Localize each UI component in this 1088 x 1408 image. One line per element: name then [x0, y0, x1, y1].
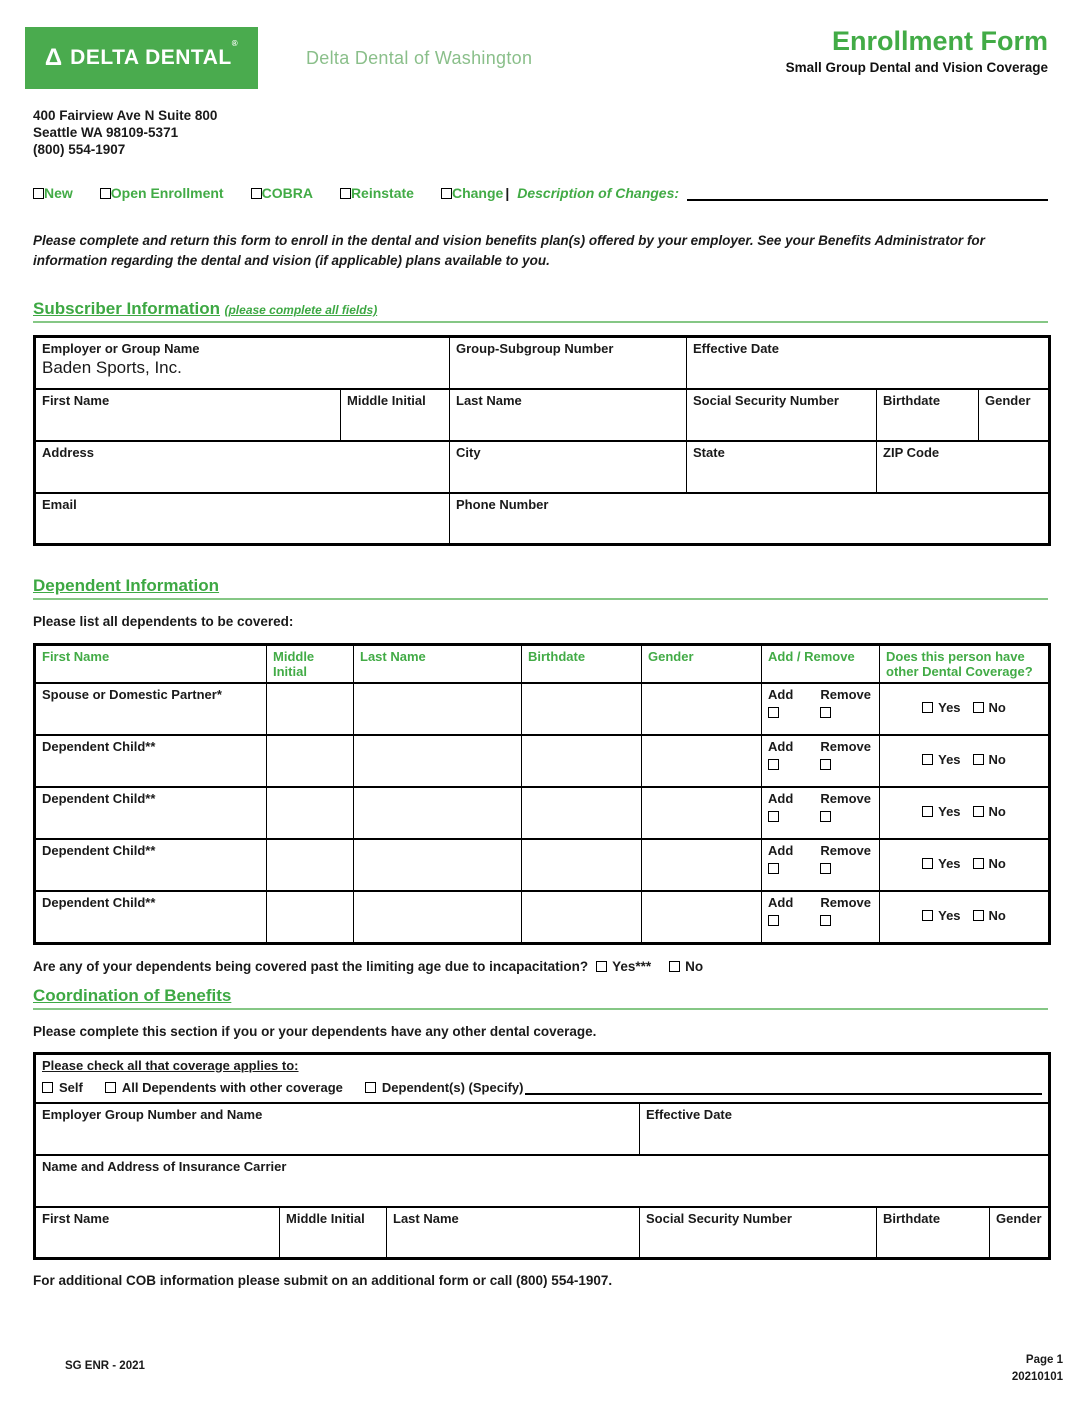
dep-gender-field[interactable] [642, 735, 762, 787]
form-title: Enrollment Form [831, 26, 1048, 56]
dep-gender-field[interactable] [642, 787, 762, 839]
state-field[interactable] [687, 441, 877, 493]
dep-add-remove-cell [762, 787, 880, 839]
remove-label: Remove [820, 791, 871, 806]
cob-employer-group-label: Employer Group Number and Name [42, 1106, 263, 1122]
yes-label: Yes [938, 908, 961, 923]
middle-initial-label: Middle Initial [347, 392, 426, 408]
cob-birthdate-field[interactable] [877, 1207, 990, 1259]
dependent-section-heading [33, 576, 1048, 600]
option-change [441, 185, 503, 201]
dep-other-coverage-cell [880, 735, 1050, 787]
limiting-age-text: Are any of your dependents being covered past the limiting age due to incapacitation? [33, 958, 589, 974]
registered-mark: ® [231, 39, 239, 48]
reinstate-label: Reinstate [350, 185, 414, 201]
effective-date-field[interactable] [687, 337, 1050, 389]
subscriber-row-name [35, 389, 1050, 441]
address-line-1: 400 Fairview Ave N Suite 800 [33, 108, 218, 123]
description-of-changes-field[interactable] [687, 187, 1048, 201]
dep-birthdate-field[interactable] [522, 787, 642, 839]
cob-middle-initial-label: Middle Initial [286, 1210, 365, 1226]
dep-col-add-remove: Add / Remove [762, 645, 880, 684]
intro-paragraph: Please complete and return this form to enroll in the dental and vision benefits plan(s) offered by your employer. See your Benefits Administrator for information regarding the dental and vision (if applicable) plans available to you. [33, 233, 985, 268]
last-name-field[interactable] [450, 389, 687, 441]
remove-label: Remove [820, 739, 871, 754]
cob-option-self [42, 1080, 83, 1095]
description-of-changes-label: Description of Changes: [517, 185, 680, 201]
new-label: New [44, 185, 73, 201]
cob-heading-text: Coordination of Benefits [33, 985, 232, 1005]
subscriber-heading-note: (please complete all fields) [224, 303, 378, 317]
dep-gender-field[interactable] [642, 891, 762, 943]
option-cobra [251, 185, 313, 201]
subscriber-row-contact [35, 493, 1050, 545]
dep-other-coverage-cell [880, 683, 1050, 735]
effective-date-label: Effective Date [693, 341, 779, 356]
add-label: Add [768, 687, 794, 702]
coverage-yes-checkbox[interactable] [922, 858, 933, 869]
cobra-label: COBRA [261, 185, 313, 201]
coverage-no-checkbox[interactable] [973, 806, 984, 817]
cob-last-name-label: Last Name [393, 1210, 459, 1226]
self-label: Self [59, 1079, 83, 1095]
remove-checkbox[interactable] [820, 915, 831, 926]
change-checkbox[interactable] [441, 188, 452, 199]
page-info [1012, 1352, 1063, 1386]
dep-middle-initial-field[interactable] [267, 787, 354, 839]
no-label: No [988, 700, 1006, 715]
form-subtitle: Small Group Dental and Vision Coverage [785, 59, 1048, 75]
dependents-specify-field[interactable] [525, 1081, 1042, 1095]
ssn-field[interactable] [687, 389, 877, 441]
cob-section-heading [33, 986, 1048, 1010]
dep-relation-label: Dependent Child** [35, 891, 267, 943]
subscriber-table [33, 335, 1051, 546]
no-label: No [988, 856, 1006, 871]
dep-gender-field[interactable] [642, 683, 762, 735]
address-field[interactable] [35, 441, 450, 493]
no-label: No [988, 908, 1006, 923]
add-label: Add [768, 791, 794, 806]
limiting-yes-checkbox[interactable] [596, 961, 607, 972]
cob-name-row [35, 1207, 1050, 1259]
phone-field[interactable] [450, 493, 1050, 545]
coverage-no-checkbox[interactable] [973, 858, 984, 869]
limiting-age-question [33, 959, 1048, 974]
dep-middle-initial-field[interactable] [267, 735, 354, 787]
middle-initial-field[interactable] [341, 389, 450, 441]
cob-carrier-field[interactable] [35, 1155, 1050, 1207]
all-dependents-label: All Dependents with other coverage [121, 1079, 343, 1095]
dependent-instruction: Please list all dependents to be covered: [33, 614, 294, 629]
gender-field[interactable] [979, 389, 1050, 441]
dep-relation-label: Dependent Child** [35, 787, 267, 839]
cob-table [33, 1052, 1051, 1261]
delta-dental-logo [25, 27, 258, 89]
date-code: 20210101 [1011, 1371, 1063, 1383]
cob-employer-row [35, 1103, 1050, 1155]
coverage-no-checkbox[interactable] [973, 702, 984, 713]
cob-gender-label: Gender [996, 1210, 1042, 1226]
last-name-label: Last Name [456, 392, 522, 408]
form-code: SG ENR - 2021 [65, 1360, 145, 1372]
add-checkbox[interactable] [768, 863, 779, 874]
cob-option-specify [365, 1080, 524, 1095]
self-checkbox[interactable] [42, 1082, 53, 1093]
limiting-yes-label: Yes*** [612, 958, 652, 974]
zip-field[interactable] [877, 441, 1050, 493]
first-name-field[interactable] [35, 389, 341, 441]
dep-col-last-name: Last Name [354, 645, 522, 684]
no-label: No [988, 752, 1006, 767]
new-checkbox[interactable] [33, 188, 44, 199]
dep-col-birthdate: Birthdate [522, 645, 642, 684]
description-of-changes [503, 185, 1048, 201]
dep-relation-label: Dependent Child** [35, 735, 267, 787]
dependent-heading-text: Dependent Information [33, 576, 220, 595]
org-name: Delta Dental of Washington [306, 47, 533, 68]
add-label: Add [768, 739, 794, 754]
cob-check-all-cell [35, 1053, 1050, 1103]
dep-col-other-coverage: Does this person have other Dental Coverage? [880, 645, 1050, 684]
pipe-divider: | [505, 185, 510, 201]
address-line-3: (800) 554-1907 [33, 142, 126, 157]
limiting-no-label: No [685, 958, 704, 974]
cob-ssn-label: Social Security Number [646, 1210, 792, 1226]
email-label: Email [42, 496, 77, 512]
company-address [33, 107, 1048, 158]
dep-gender-field[interactable] [642, 839, 762, 891]
subscriber-section-heading [33, 299, 1048, 323]
dep-col-middle-initial: Middle Initial [267, 645, 354, 684]
subscriber-heading-text: Subscriber Information [33, 299, 221, 318]
dep-last-name-field[interactable] [354, 839, 522, 891]
open-enrollment-checkbox[interactable] [100, 188, 111, 199]
title-block [786, 27, 1048, 75]
page-number: Page 1 [1025, 1354, 1063, 1366]
reinstate-checkbox[interactable] [340, 188, 351, 199]
dependent-row-spouse [35, 683, 1050, 735]
cob-check-all-row [35, 1053, 1050, 1103]
cobra-checkbox[interactable] [251, 188, 262, 199]
dependents-specify-checkbox[interactable] [365, 1082, 376, 1093]
dep-birthdate-field[interactable] [522, 735, 642, 787]
first-name-label: First Name [42, 392, 110, 408]
address-line-2: Seattle WA 98109-5371 [33, 125, 179, 140]
email-field[interactable] [35, 493, 450, 545]
cob-option-all-dependents [105, 1080, 343, 1095]
remove-checkbox[interactable] [820, 759, 831, 770]
dep-middle-initial-field[interactable] [267, 891, 354, 943]
option-new [33, 185, 73, 201]
group-subgroup-field[interactable] [450, 337, 687, 389]
phone-label: Phone Number [456, 496, 549, 512]
city-label: City [456, 444, 481, 460]
remove-label: Remove [820, 895, 871, 910]
cob-additional-note: For additional COB information please submit on an additional form or call (800) 554-1907. [33, 1273, 613, 1288]
cob-ssn-field[interactable] [640, 1207, 877, 1259]
add-checkbox[interactable] [768, 707, 779, 718]
cob-gender-field[interactable] [990, 1207, 1050, 1259]
yes-label: Yes [938, 700, 961, 715]
dependent-row-child-3 [35, 839, 1050, 891]
remove-label: Remove [820, 843, 871, 858]
dependent-row-child-1 [35, 735, 1050, 787]
subscriber-row-address [35, 441, 1050, 493]
address-label: Address [42, 444, 95, 460]
gender-label: Gender [985, 392, 1031, 408]
dep-last-name-field[interactable] [354, 735, 522, 787]
dependent-row-child-4 [35, 891, 1050, 943]
add-checkbox[interactable] [768, 759, 779, 770]
cob-check-all-label: Please check all that coverage applies to: [42, 1057, 299, 1073]
open-enrollment-label: Open Enrollment [110, 185, 224, 201]
dep-birthdate-field[interactable] [522, 891, 642, 943]
dep-middle-initial-field[interactable] [267, 839, 354, 891]
city-field[interactable] [450, 441, 687, 493]
yes-label: Yes [938, 804, 961, 819]
ssn-label: Social Security Number [693, 392, 839, 408]
header [33, 27, 1048, 89]
cob-instruction: Please complete this section if you or your dependents have any other dental coverage. [33, 1023, 597, 1039]
remove-checkbox[interactable] [820, 863, 831, 874]
dep-relation-label: Dependent Child** [35, 839, 267, 891]
employer-name-field[interactable] [35, 337, 450, 389]
coverage-no-checkbox[interactable] [973, 754, 984, 765]
dependent-row-child-2 [35, 787, 1050, 839]
state-label: State [693, 444, 725, 460]
coverage-no-checkbox[interactable] [973, 910, 984, 921]
employer-name-label: Employer or Group Name [42, 341, 200, 356]
dep-col-first-name: First Name [35, 645, 267, 684]
dependents-specify-label: Dependent(s) (Specify) [381, 1079, 524, 1095]
zip-label: ZIP Code [883, 444, 940, 460]
enrollment-type-row [33, 185, 1048, 201]
yes-label: Yes [938, 856, 961, 871]
coverage-yes-checkbox[interactable] [922, 806, 933, 817]
cob-carrier-label: Name and Address of Insurance Carrier [42, 1158, 287, 1174]
dep-birthdate-field[interactable] [522, 839, 642, 891]
dep-add-remove-cell [762, 891, 880, 943]
add-label: Add [768, 843, 794, 858]
option-reinstate [340, 185, 414, 201]
option-open-enrollment [100, 185, 224, 201]
dep-other-coverage-cell [880, 787, 1050, 839]
limiting-no-checkbox[interactable] [669, 961, 680, 972]
dep-middle-initial-field[interactable] [267, 683, 354, 735]
change-label: Change [451, 185, 504, 201]
remove-label: Remove [820, 687, 871, 702]
dep-birthdate-field[interactable] [522, 683, 642, 735]
dep-last-name-field[interactable] [354, 891, 522, 943]
no-label: No [988, 804, 1006, 819]
coverage-yes-checkbox[interactable] [922, 910, 933, 921]
group-subgroup-label: Group-Subgroup Number [456, 341, 614, 356]
add-checkbox[interactable] [768, 811, 779, 822]
cob-employer-group-field[interactable] [35, 1103, 640, 1155]
coverage-yes-checkbox[interactable] [922, 754, 933, 765]
birthdate-label: Birthdate [883, 392, 941, 408]
subscriber-row-employer [35, 337, 1050, 389]
dep-last-name-field[interactable] [354, 683, 522, 735]
logo-text: DELTA DENTAL® [70, 39, 239, 69]
add-label: Add [768, 895, 794, 910]
cob-birthdate-label: Birthdate [883, 1210, 941, 1226]
cob-effective-date-field[interactable] [640, 1103, 1050, 1155]
delta-triangle-icon: Δ [44, 44, 63, 71]
cob-first-name-field[interactable] [35, 1207, 280, 1259]
remove-checkbox[interactable] [820, 811, 831, 822]
remove-checkbox[interactable] [820, 707, 831, 718]
dep-add-remove-cell [762, 735, 880, 787]
employer-name-value: Baden Sports, Inc. [42, 358, 182, 377]
dep-other-coverage-cell [880, 891, 1050, 943]
dep-other-coverage-cell [880, 839, 1050, 891]
dep-last-name-field[interactable] [354, 787, 522, 839]
cob-first-name-label: First Name [42, 1210, 110, 1226]
cob-last-name-field[interactable] [387, 1207, 640, 1259]
dependent-table [33, 643, 1051, 945]
add-checkbox[interactable] [768, 915, 779, 926]
all-dependents-checkbox[interactable] [105, 1082, 116, 1093]
dep-add-remove-cell [762, 839, 880, 891]
cob-carrier-row [35, 1155, 1050, 1207]
dep-relation-label: Spouse or Domestic Partner* [35, 683, 267, 735]
dep-add-remove-cell [762, 683, 880, 735]
coverage-yes-checkbox[interactable] [922, 702, 933, 713]
cob-effective-date-label: Effective Date [646, 1106, 732, 1122]
cob-middle-initial-field[interactable] [280, 1207, 387, 1259]
dep-col-gender: Gender [642, 645, 762, 684]
dependent-header-row [35, 645, 1050, 684]
birthdate-field[interactable] [877, 389, 979, 441]
yes-label: Yes [938, 752, 961, 767]
